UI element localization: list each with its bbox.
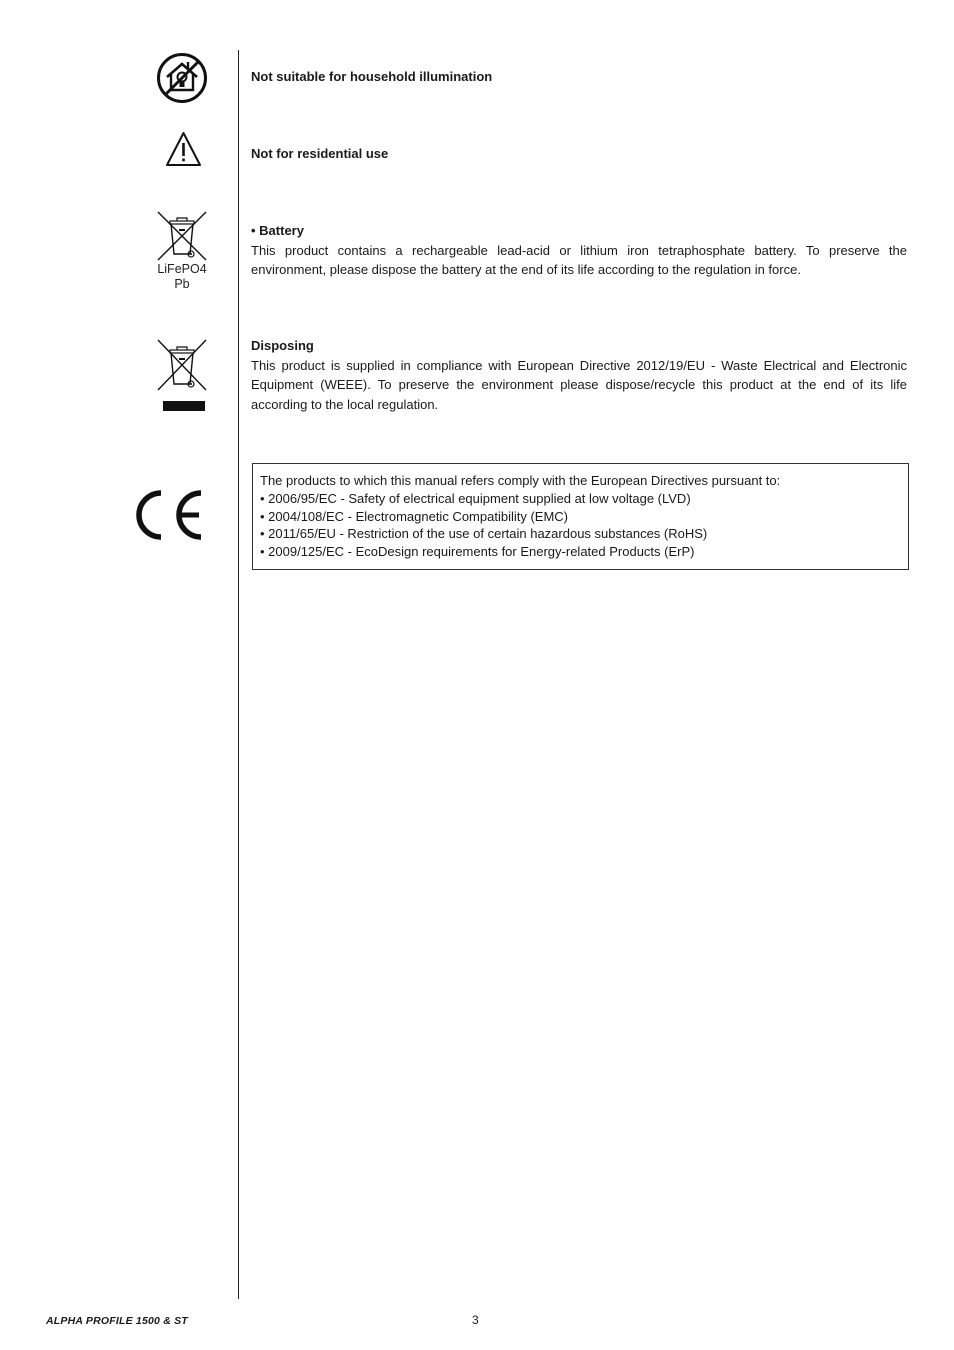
residential-warning — [251, 144, 907, 164]
page-number: 3 — [472, 1313, 479, 1327]
ce-directive-rohs: • 2011/65/EU - Restriction of the use of certain hazardous substances (RoHS) — [260, 526, 708, 542]
battery-section — [251, 221, 907, 280]
ce-mark-icon — [133, 487, 205, 543]
disposing-section — [251, 336, 907, 414]
ce-directive-lvd: • 2006/95/EC - Safety of electrical equipment supplied at low voltage (LVD) — [260, 490, 691, 506]
household-title: Not suitable for household illumination — [251, 69, 493, 84]
battery-chem-label-pb: Pb — [174, 277, 190, 291]
no-household-lamp-icon — [156, 52, 208, 104]
footer-product-name: ALPHA PROFILE 1500 & ST — [46, 1315, 188, 1327]
disposing-title: Disposing — [251, 338, 314, 353]
residential-title: Not for residential use — [251, 146, 389, 161]
weee-crossed-bin-icon — [153, 338, 211, 414]
ce-directive-erp: • 2009/125/EC - EcoDesign requirements for Energy-related Products (ErP) — [260, 544, 695, 560]
battery-body: This product contains a rechargeable lead-acid or lithium iron tetraphosphate battery. To preserve the environment, please dispose the battery at the end of its life according to the regulation in force. — [251, 242, 907, 277]
household-warning — [251, 67, 907, 87]
ce-compliance-box — [252, 463, 909, 570]
warning-triangle-icon — [165, 131, 202, 167]
ce-directive-emc: • 2004/108/EC - Electromagnetic Compatibility (EMC) — [260, 508, 569, 524]
battery-title: • Battery — [251, 223, 304, 238]
disposing-body: This product is supplied in compliance with European Directive 2012/19/EU - Waste Electrical and Electronic Equipment (WEEE). To preserve the environment please dispose/recycle this product at the end of its life according to the local regulation. — [251, 357, 907, 412]
crossed-bin-battery-icon — [153, 210, 211, 292]
ce-intro: The products to which this manual refers comply with the European Directives pursuant to: — [260, 473, 781, 488]
battery-chem-label-lifepo4: LiFePO4 — [157, 262, 207, 276]
vertical-divider — [238, 50, 239, 1299]
